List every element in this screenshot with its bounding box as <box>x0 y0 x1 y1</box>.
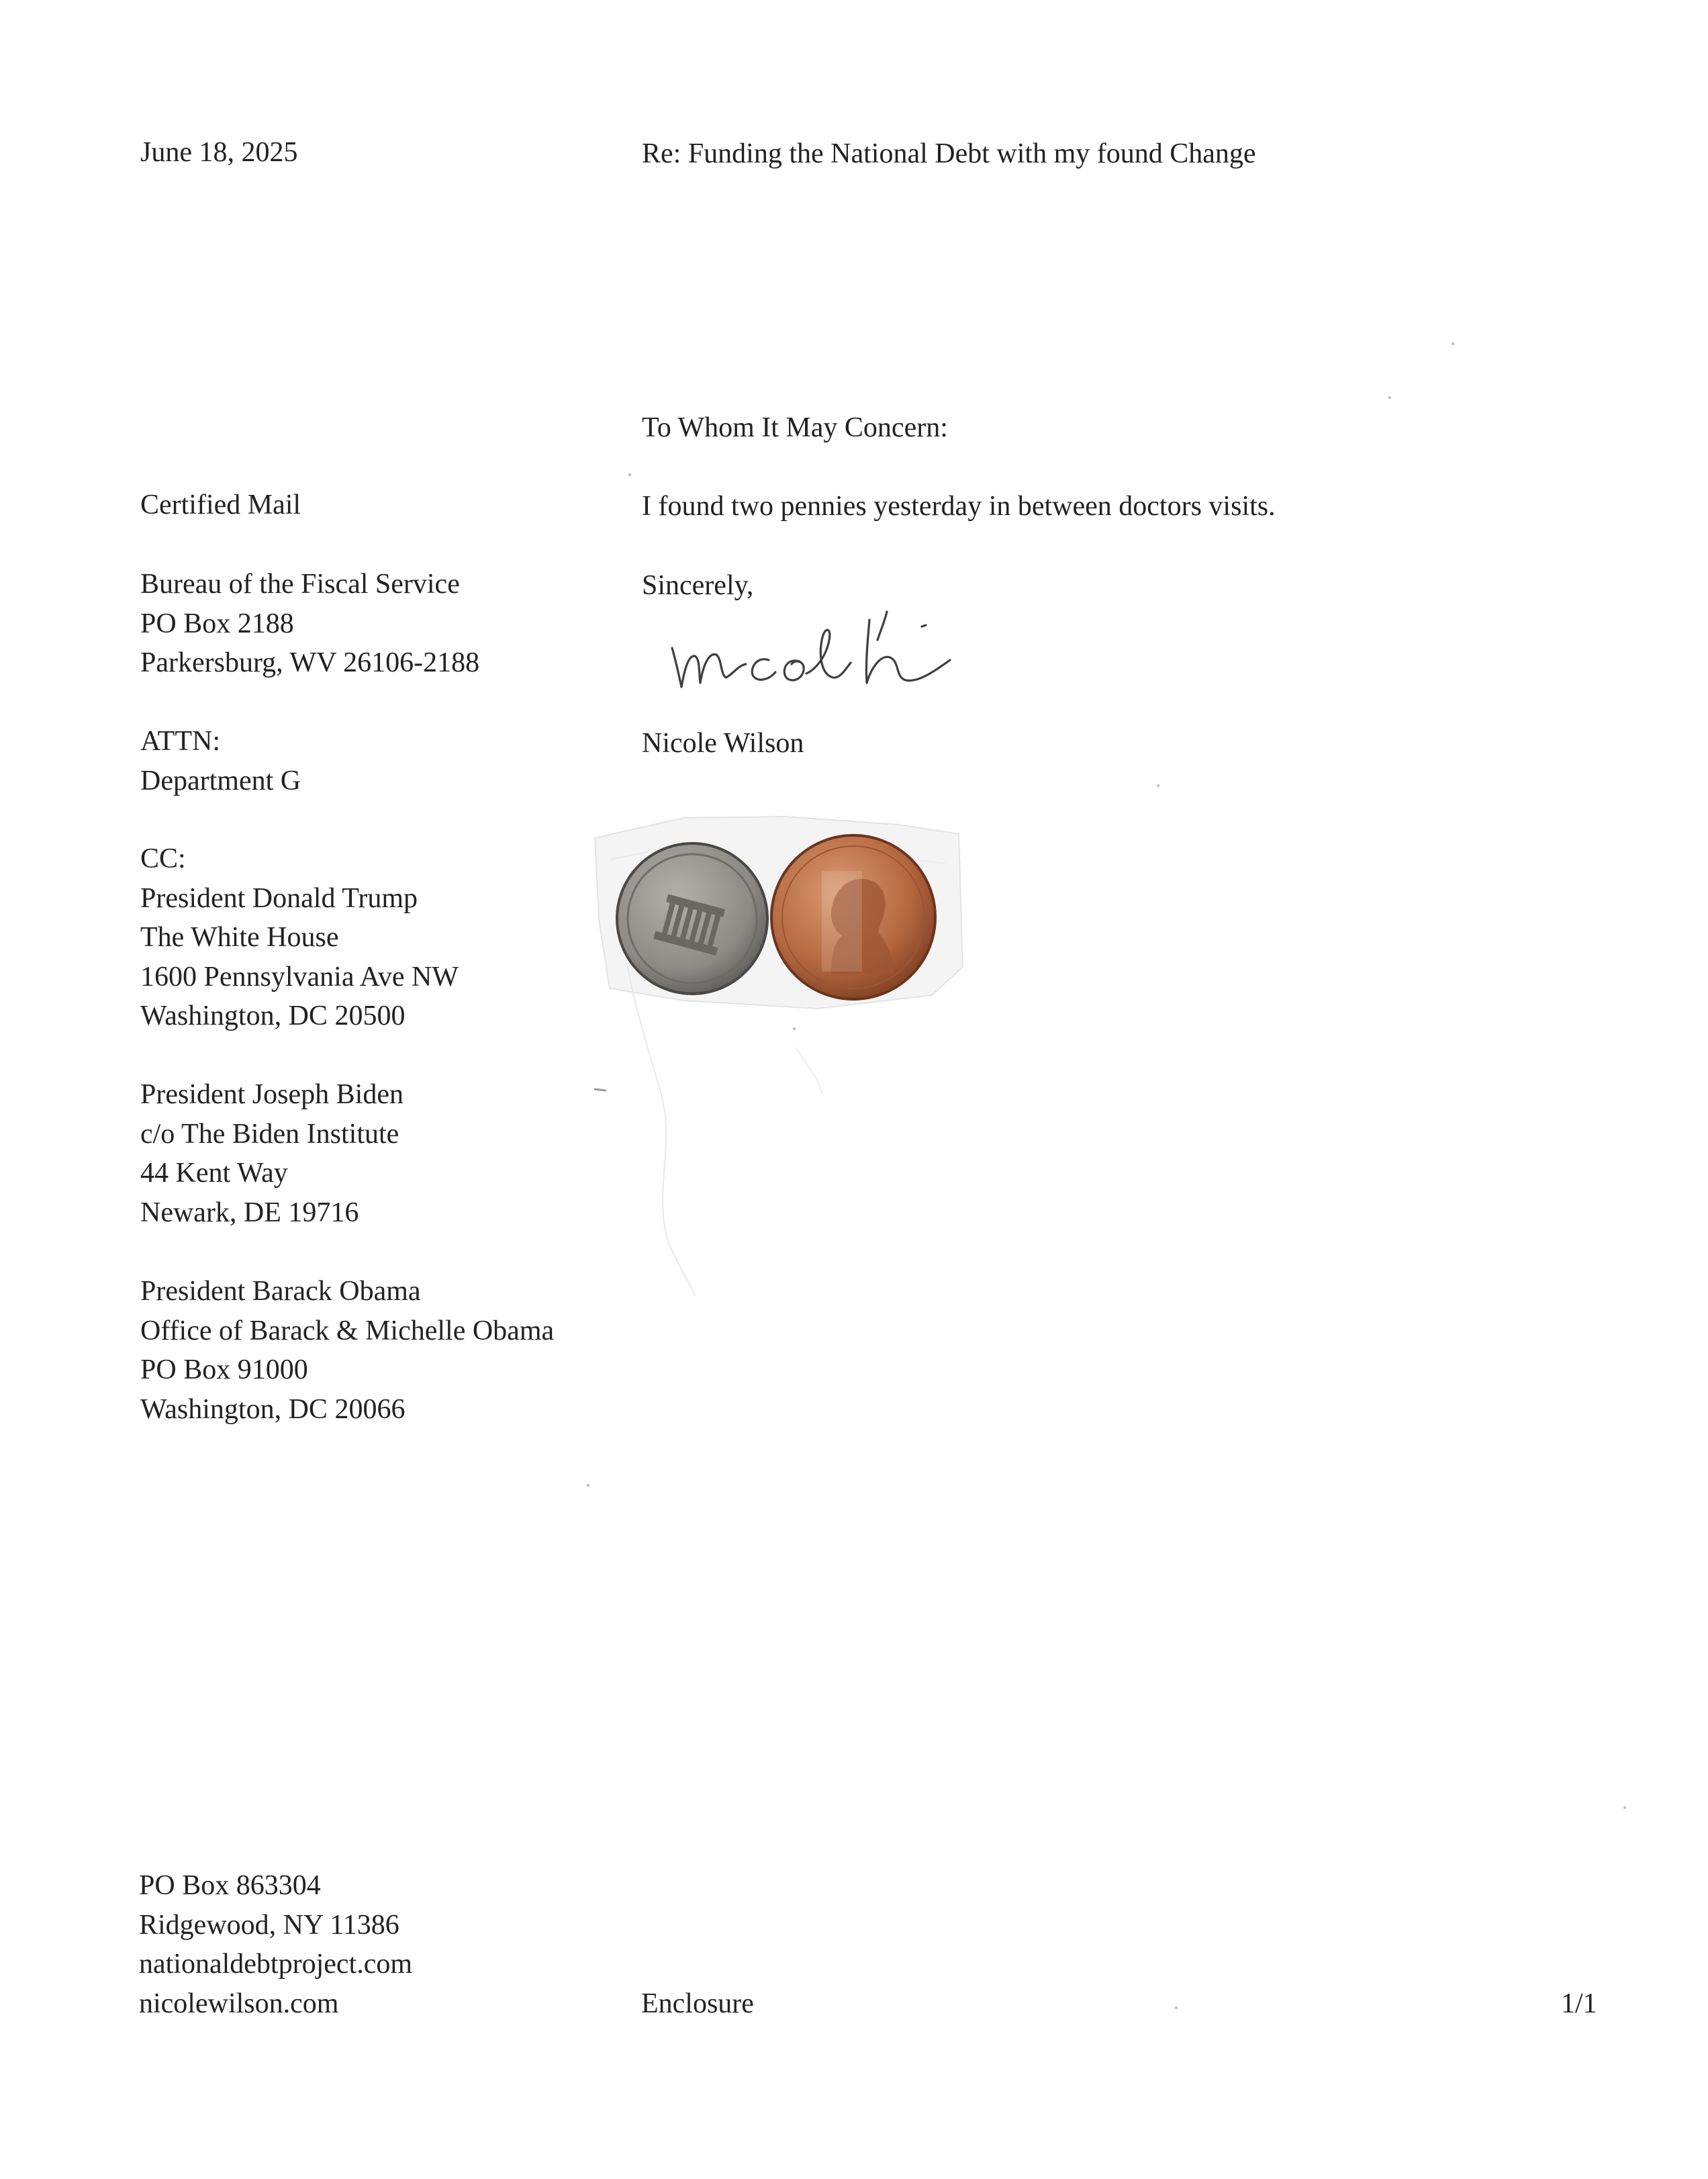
cc-address-line: Washington, DC 20500 <box>140 1001 406 1031</box>
signature <box>668 608 970 695</box>
address-line: Bureau of the Fiscal Service <box>140 569 460 600</box>
sender-address <box>139 1866 412 2023</box>
scan-speck <box>1623 1806 1626 1809</box>
cc-address-line: PO Box 91000 <box>140 1354 308 1385</box>
sender-line: PO Box 863304 <box>139 1870 321 1901</box>
cc-address-line: Washington, DC 20066 <box>140 1393 406 1425</box>
signer-name: Nicole Wilson <box>642 728 804 759</box>
cc-address-line: Office of Barack & Michelle Obama <box>140 1315 555 1346</box>
address-line: PO Box 2188 <box>140 608 294 639</box>
sender-website-link[interactable]: nationaldebtproject.com <box>139 1949 413 1980</box>
scan-speck <box>587 1484 589 1487</box>
mailing-method: Certified Mail <box>140 490 301 520</box>
cc-address-line: 44 Kent Way <box>140 1158 288 1189</box>
attention-label: ATTN: <box>140 726 220 757</box>
cc-address-line: Newark, DE 19716 <box>140 1197 359 1228</box>
page-number: 1/1 <box>1561 1988 1597 2019</box>
address-line: Parkersburg, WV 26106-2188 <box>140 647 480 678</box>
letter-closing: Sincerely, <box>642 570 754 601</box>
cc-label: CC: <box>140 843 186 874</box>
recipient-address <box>140 565 479 683</box>
cc-address-line: The White House <box>140 922 339 953</box>
attention-block <box>140 722 301 800</box>
scan-speck <box>1388 396 1391 399</box>
cc-address-line: President Donald Trump <box>140 882 418 914</box>
scan-speck <box>1175 2006 1178 2009</box>
letter-salutation: To Whom It May Concern: <box>642 412 948 443</box>
cc-address-line: 1600 Pennsylvania Ave NW <box>140 961 459 992</box>
cc-address-line: President Barack Obama <box>140 1276 421 1307</box>
letter-body: I found two pennies yesterday in between doctors visits. <box>642 491 1276 522</box>
cc-address-line: c/o The Biden Institute <box>140 1118 399 1150</box>
sender-line: Ridgewood, NY 11386 <box>139 1909 399 1941</box>
cc-address-line: President Joseph Biden <box>140 1079 404 1110</box>
scan-speck <box>628 473 631 476</box>
scan-hair <box>594 954 876 1303</box>
cc-block <box>140 839 459 1036</box>
cc-recipient-obama <box>140 1272 554 1429</box>
scan-speck <box>1157 784 1159 787</box>
enclosure-label: Enclosure <box>641 1988 754 2019</box>
scan-speck <box>1452 342 1454 345</box>
attention-department: Department G <box>140 765 301 796</box>
letter-date: June 18, 2025 <box>140 137 298 168</box>
sender-website-link[interactable]: nicolewilson.com <box>139 1988 339 2019</box>
letter-subject: Re: Funding the National Debt with my found Change <box>642 138 1256 169</box>
cc-recipient-biden <box>140 1075 404 1232</box>
